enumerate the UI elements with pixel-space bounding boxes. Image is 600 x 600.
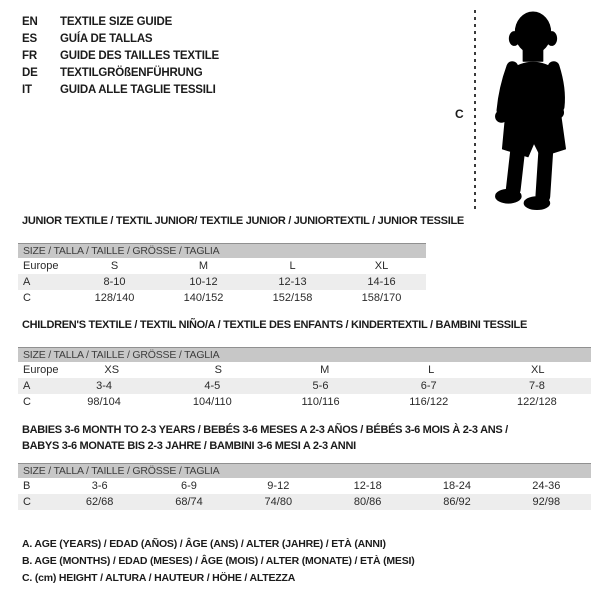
row-label: C [23, 292, 31, 304]
language-code: EN [22, 16, 38, 28]
table-row [18, 274, 426, 290]
language-row [22, 48, 219, 65]
size-header-bar: SIZE / TALLA / TAILLE / GRÖSSE / TAGLIA [18, 243, 426, 258]
height-cell: 158/170 [361, 292, 402, 304]
language-title: TEXTILE SIZE GUIDE [60, 16, 173, 28]
language-code: DE [22, 67, 38, 79]
children-table-title: CHILDREN'S TEXTILE / TEXTIL NIÑO/A / TEXTILE DES ENFANTS / KINDERTEXTIL / BAMBINI TESSILE [22, 319, 527, 331]
babies-table-title-line2: BABYS 3-6 MONATE BIS 2-3 JAHRE / BAMBINI 3-6 MESI A 2-3 ANNI [22, 440, 356, 452]
table-row [18, 394, 591, 410]
table-row [18, 378, 591, 394]
age-cell: 14-16 [367, 276, 396, 288]
height-cell: 74/80 [264, 496, 293, 508]
age-cell: 7-8 [528, 380, 545, 392]
footnote-line-a: A. AGE (YEARS) / EDAD (AÑOS) / ÂGE (ANS) / ALTER (JAHRE) / ETÀ (ANNI) [22, 538, 386, 550]
table-row [18, 362, 591, 378]
language-title: GUIDA ALLE TAGLIE TESSILI [60, 84, 216, 96]
babies-table-title-line1: BABIES 3-6 MONTH TO 2-3 YEARS / BEBÉS 3-6 MESES A 2-3 AÑOS / BÉBÉS 3-6 MOIS À 2-3 ANS / [22, 424, 508, 436]
height-cell: 116/122 [409, 396, 449, 408]
table-row [18, 494, 591, 510]
age-cell: 5-6 [312, 380, 329, 392]
language-row [22, 14, 219, 31]
baby-silhouette-icon [481, 8, 583, 210]
age-cell: 4-5 [204, 380, 221, 392]
language-code: ES [22, 33, 37, 45]
language-row [22, 65, 219, 82]
language-row [22, 31, 219, 48]
age-cell: 6-9 [181, 480, 197, 492]
age-cell: 6-7 [420, 380, 437, 392]
age-cell: 12-13 [278, 276, 307, 288]
height-cell: 68/74 [175, 496, 203, 508]
footnote-line-b: B. AGE (MONTHS) / EDAD (MESES) / ÂGE (MOIS) / ALTER (MONATE) / ETÀ (MESI) [22, 555, 415, 567]
height-cell: 140/152 [183, 292, 224, 304]
size-header-bar: SIZE / TALLA / TAILLE / GRÖSSE / TAGLIA [18, 347, 591, 362]
row-label: Europe [23, 260, 59, 272]
row-label: C [23, 496, 31, 508]
row-label: C [23, 396, 31, 408]
junior-table-title: JUNIOR TEXTILE / TEXTIL JUNIOR/ TEXTILE JUNIOR / JUNIORTEXTIL / JUNIOR TESSILE [22, 215, 464, 227]
table-row [18, 478, 591, 494]
language-code: IT [22, 84, 32, 96]
size-cell: XS [104, 364, 120, 376]
size-cell: L [428, 364, 435, 376]
children-size-table [18, 347, 591, 410]
age-cell: 12-18 [353, 480, 382, 492]
table-row [18, 258, 426, 274]
junior-size-table [18, 243, 426, 306]
size-cell: S [214, 364, 222, 376]
height-cell: 122/128 [517, 396, 557, 408]
row-label: B [23, 480, 31, 492]
row-label: Europe [23, 364, 59, 376]
height-cell: 152/158 [272, 292, 313, 304]
size-cell: M [198, 260, 209, 272]
age-cell: 10-12 [189, 276, 218, 288]
footnotes [22, 536, 415, 587]
size-cell: M [320, 364, 330, 376]
size-cell: L [289, 260, 296, 272]
height-cell: 110/116 [301, 396, 340, 408]
height-cell: 86/92 [443, 496, 471, 508]
language-row [22, 82, 219, 99]
age-cell: 24-36 [532, 480, 561, 492]
height-cell: 104/110 [192, 396, 232, 408]
table-row [18, 290, 426, 306]
size-cell: XL [531, 364, 545, 376]
age-cell: 3-6 [91, 480, 108, 492]
height-cell: 62/68 [85, 496, 114, 508]
language-title-list [22, 14, 219, 99]
size-cell: XL [374, 260, 389, 272]
babies-table-title [22, 422, 562, 454]
height-measure-label: C [455, 107, 464, 121]
height-cell: 98/104 [87, 396, 121, 408]
size-cell: S [110, 260, 119, 272]
footnote-line-c: C. (cm) HEIGHT / ALTURA / HAUTEUR / HÖHE / ALTEZZA [22, 572, 296, 584]
language-title: GUIDE DES TAILLES TEXTILE [60, 50, 219, 62]
row-label: A [23, 276, 31, 288]
age-cell: 8-10 [103, 276, 126, 288]
row-label: A [23, 380, 31, 392]
height-cell: 128/140 [94, 292, 135, 304]
size-header-bar: SIZE / TALLA / TAILLE / GRÖSSE / TAGLIA [18, 463, 591, 478]
language-title: GUÍA DE TALLAS [60, 33, 153, 45]
babies-size-table [18, 463, 591, 510]
language-code: FR [22, 50, 37, 62]
height-measure-line [474, 10, 476, 212]
height-cell: 92/98 [532, 496, 561, 508]
height-cell: 80/86 [353, 496, 382, 508]
age-cell: 3-4 [96, 380, 113, 392]
age-cell: 18-24 [442, 480, 472, 492]
language-title: TEXTILGRÖßENFÜHRUNG [60, 67, 203, 79]
age-cell: 9-12 [267, 480, 290, 492]
